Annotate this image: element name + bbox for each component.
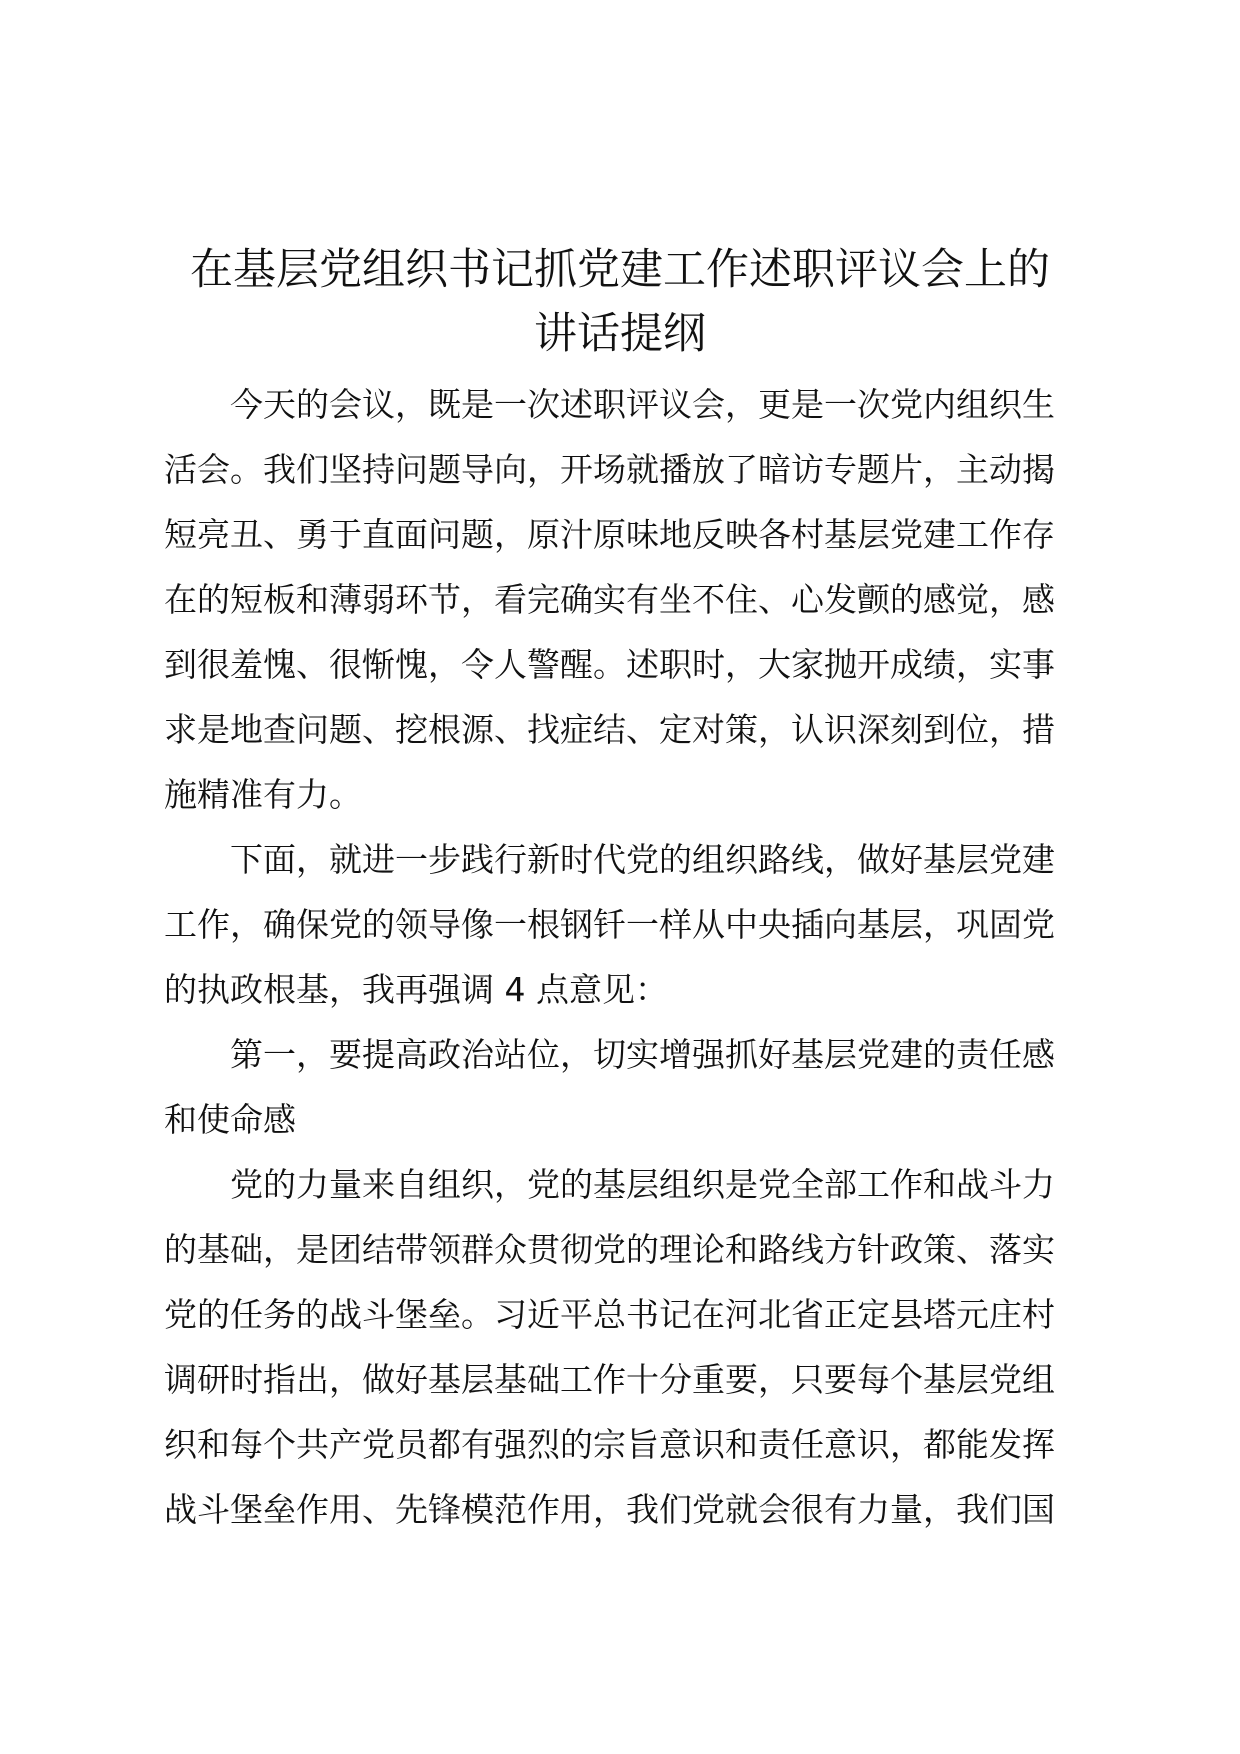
paragraph-3-line-3: 党的任务的战斗堡垒。习近平总书记在河北省正定县塔元庄村	[164, 1295, 1055, 1334]
paragraph-2-line-1: 下面，就进一步践行新时代党的组织路线，做好基层党建	[230, 840, 1055, 879]
title-line-2: 讲话提纲	[534, 309, 706, 359]
paragraph-2-line-2: 工作，确保党的领导像一根钢钎一样从中央插向基层，巩固党	[164, 905, 1055, 944]
paragraph-2-line-3: 的执政根基，我再强调 4 点意见：	[164, 970, 668, 1009]
section-heading-1-line-2: 和使命感	[164, 1100, 296, 1139]
paragraph-3-line-4: 调研时指出，做好基层基础工作十分重要，只要每个基层党组	[164, 1360, 1055, 1399]
document-title	[140, 238, 1100, 366]
paragraph-1-line-4: 在的短板和薄弱环节，看完确实有坐不住、心发颤的感觉，感	[164, 580, 1055, 619]
paragraph-3-line-5: 织和每个共产党员都有强烈的宗旨意识和责任意识，都能发挥	[164, 1425, 1055, 1464]
document-body	[164, 372, 1082, 1542]
paragraph-3-line-6: 战斗堡垒作用、先锋模范作用，我们党就会很有力量，我们国	[164, 1490, 1055, 1529]
paragraph-1-line-1: 今天的会议，既是一次述职评议会，更是一次党内组织生	[230, 385, 1055, 424]
paragraph-1-line-2: 活会。我们坚持问题导向，开场就播放了暗访专题片，主动揭	[164, 450, 1055, 489]
paragraph-3-line-2: 的基础，是团结带领群众贯彻党的理论和路线方针政策、落实	[164, 1230, 1055, 1269]
title-line-1: 在基层党组织书记抓党建工作述职评议会上的	[190, 245, 1050, 295]
paragraph-1-line-5: 到很羞愧、很惭愧，令人警醒。述职时，大家抛开成绩，实事	[164, 645, 1055, 684]
paragraph-1-line-7: 施精准有力。	[164, 775, 362, 814]
paragraph-1-line-3: 短亮丑、勇于直面问题，原汁原味地反映各村基层党建工作存	[164, 515, 1055, 554]
paragraph-3-line-1: 党的力量来自组织，党的基层组织是党全部工作和战斗力	[230, 1165, 1055, 1204]
section-heading-1-line-1: 第一，要提高政治站位，切实增强抓好基层党建的责任感	[230, 1035, 1055, 1074]
paragraph-1-line-6: 求是地查问题、挖根源、找症结、定对策，认识深刻到位，措	[164, 710, 1055, 749]
